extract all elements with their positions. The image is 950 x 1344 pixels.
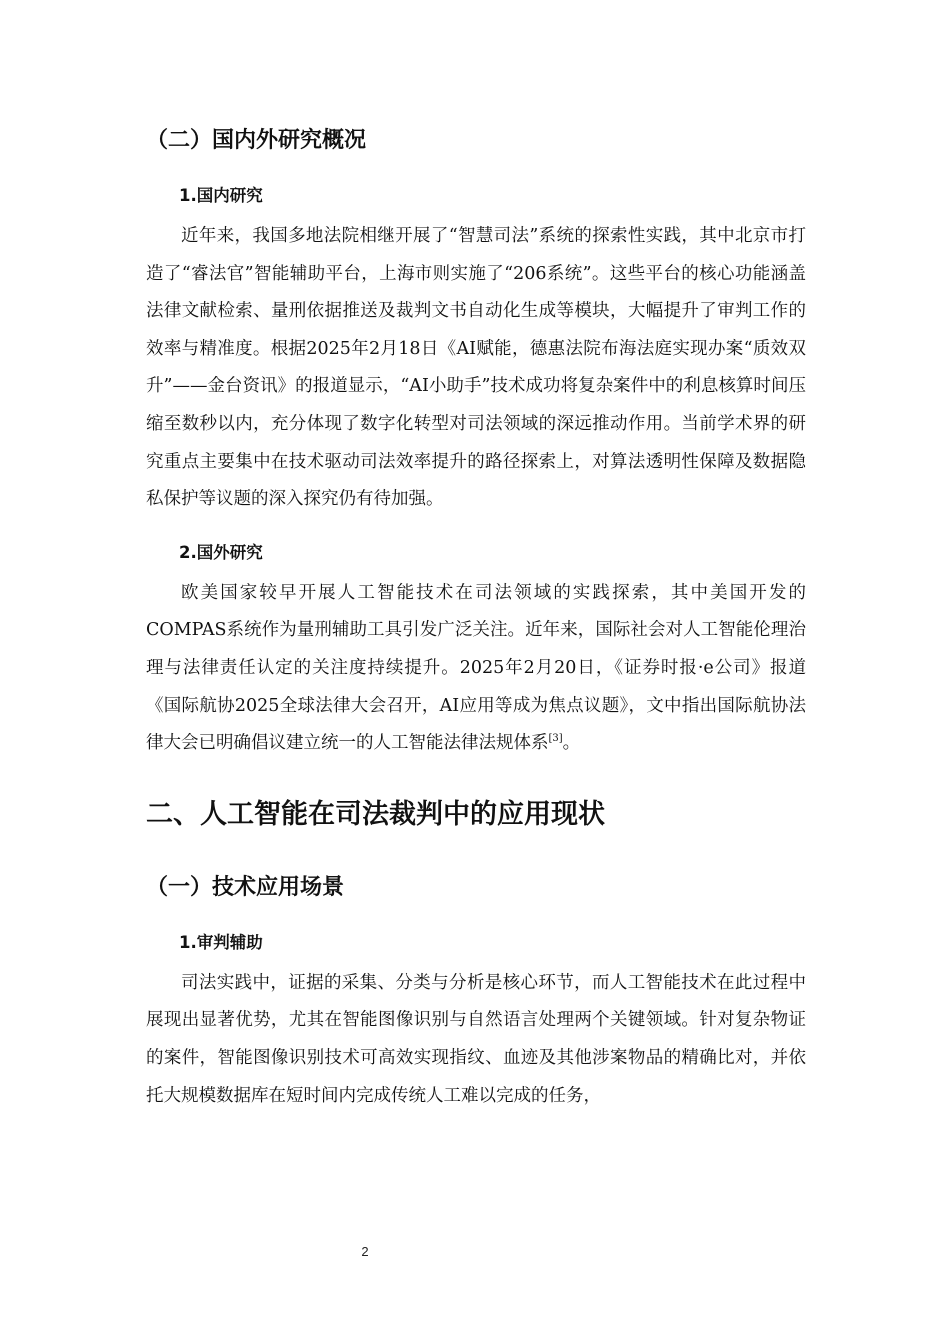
paragraph-foreign-end: 。	[562, 733, 581, 754]
paragraph-domestic-research: 近年来，我国多地法院相继开展了“智慧司法”系统的探索性实践，其中北京市打造了“睿法官”智能辅助平台，上海市则实施了“206系统”。这些平台的核心功能涵盖法律文献检索、量刑依据推送及裁判文书自动化生成等模块，大幅提升了审判工作的效率与精准度。根据2025年2月18日《AI赋能，德惠法院布海法庭实现办案“质效双升”——金台资讯》的报道显示，“AI小助手”技术成功将复杂案件中的利息核算时间压缩至数秒以内，充分体现了数字化转型对司法领域的深远推动作用。当前学术界的研究重点主要集中在技术驱动司法效率提升的路径探索上，对算法透明性保障及数据隐私保护等议题的深入探究仍有待加强。	[146, 226, 806, 510]
page-number: 2	[361, 1244, 369, 1259]
subheading-foreign-research: 2.国外研究	[179, 542, 263, 562]
subheading-trial-assist: 1.审判辅助	[179, 932, 263, 952]
paragraph-trial-assist: 司法实践中，证据的采集、分类与分析是核心环节，而人工智能技术在此过程中展现出显著优势，尤其在智能图像识别与自然语言处理两个关键领域。针对复杂物证的案件，智能图像识别技术可高效实现指纹、血迹及其他涉案物品的精确比对，并依托大规模数据库在短时间内完成传统人工难以完成的任务，	[146, 972, 806, 1106]
subheading-domestic-research: 1.国内研究	[179, 186, 263, 205]
section-heading-tech-scenarios: （一）技术应用场景	[146, 874, 345, 900]
paragraph-foreign-text: 欧美国家较早开展人工智能技术在司法领域的实践探索，其中美国开发的COMPAS系统作为量刑辅助工具引发广泛关注。近年来，国际社会对人工智能伦理治理与法律责任认定的关注度持续提升。2025年2月20日，《证券时报·e公司》报道《国际航协2025全球法律大会召开，AI应用等成为焦点议题》，文中指出国际航协法律大会已明确倡议建立统一的人工智能法律法规体系	[146, 582, 806, 754]
chapter-heading: 二、人工智能在司法裁判中的应用现状	[146, 798, 605, 830]
page-content	[146, 118, 806, 1137]
citation-reference[interactable]: [3]	[548, 733, 563, 745]
section-heading-domestic-foreign: （二）国内外研究概况	[146, 128, 367, 153]
paragraph-foreign-research	[146, 575, 806, 763]
